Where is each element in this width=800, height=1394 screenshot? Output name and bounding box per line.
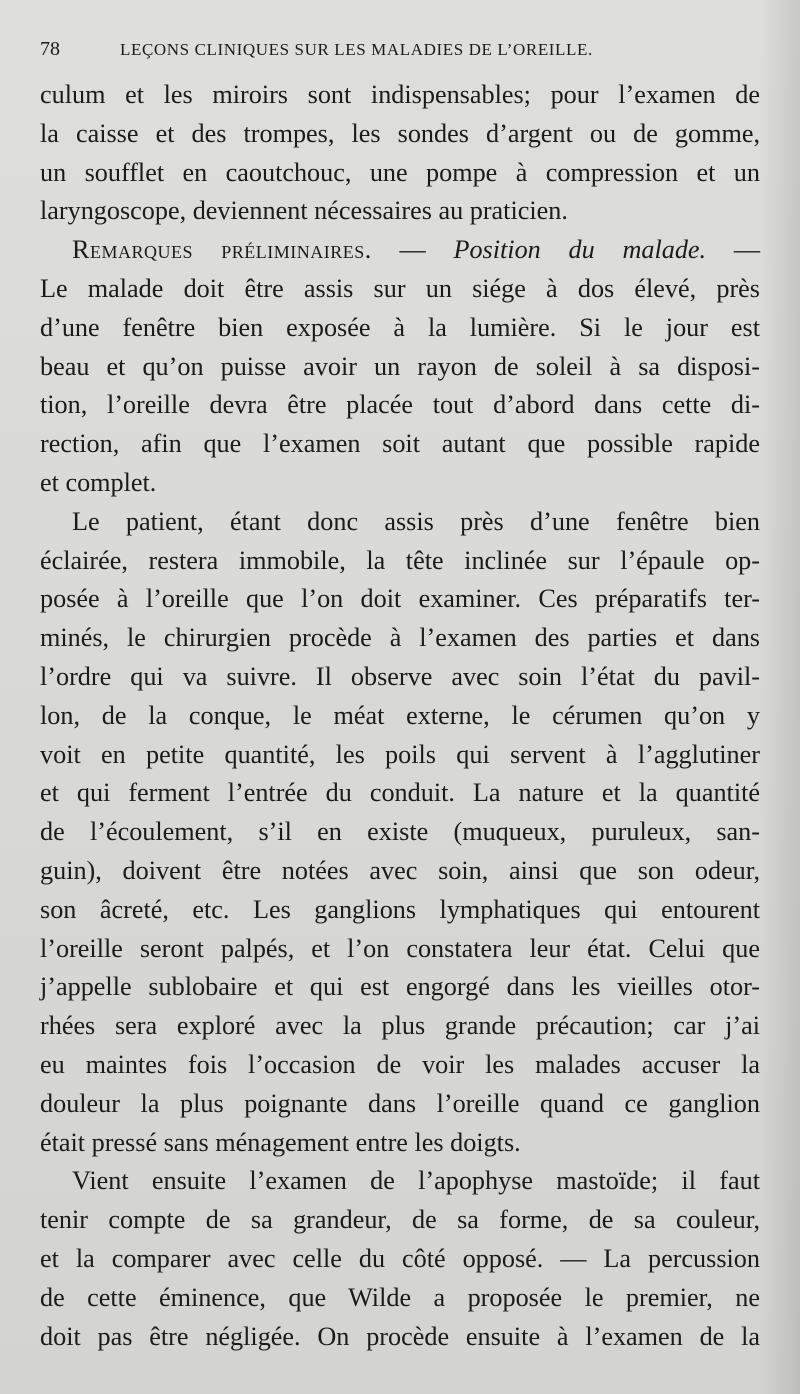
text-line: rection, afin que l’examen soit autant que possible rapide <box>40 429 760 459</box>
text-line: un soufflet en caoutchouc, une pompe à compression et un <box>40 157 760 187</box>
page-header <box>40 38 760 66</box>
text-line: eu maintes fois l’occasion de voir les malades accuser la <box>40 1049 760 1079</box>
text-line: de cette éminence, que Wilde a proposée le premier, ne <box>40 1282 760 1312</box>
text-line: Le patient, étant donc assis près d’une fenêtre bien <box>72 506 760 536</box>
text-line: et la comparer avec celle du côté opposé. — La percussion <box>40 1243 760 1273</box>
text-line: j’appelle sublobaire et qui est engorgé dans les vieilles otor- <box>40 972 760 1002</box>
text-line: l’oreille seront palpés, et l’on constatera leur état. Celui que <box>40 933 760 963</box>
text-line: rhées sera exploré avec la plus grande précaution; car j’ai <box>40 1011 760 1041</box>
page-body <box>40 76 760 1356</box>
section-subheading: Position du malade. <box>453 235 707 265</box>
text-line: Vient ensuite l’examen de l’apophyse mastoïde; il faut <box>72 1166 760 1196</box>
text-line: doit pas être négligée. On procède ensuite à l’examen de la <box>40 1321 760 1351</box>
text-line: la caisse et des trompes, les sondes d’argent ou de gomme, <box>40 118 760 148</box>
text-line: Le malade doit être assis sur un siége à dos élevé, près <box>40 273 760 303</box>
page-edge-shadow <box>760 0 800 1394</box>
text-line: guin), doivent être notées avec soin, ainsi que son odeur, <box>40 855 760 885</box>
text-line: beau et qu’on puisse avoir un rayon de soleil à sa disposi- <box>40 351 760 381</box>
text-line: minés, le chirurgien procède à l’examen des parties et dans <box>40 623 760 653</box>
text-line: laryngoscope, deviennent nécessaires au praticien. <box>40 196 568 226</box>
text-line: douleur la plus poignante dans l’oreille quand ce ganglion <box>40 1088 760 1118</box>
text-line: et complet. <box>40 467 157 497</box>
text-line: tion, l’oreille devra être placée tout d’abord dans cette di- <box>40 390 760 420</box>
text-line: lon, de la conque, le méat externe, le cérumen qu’on y <box>40 700 760 730</box>
section-heading: Remarques préliminaires. <box>72 235 372 265</box>
text-line: éclairée, restera immobile, la tête inclinée sur l’épaule op- <box>40 545 760 575</box>
text-line: voit en petite quantité, les poils qui servent à l’agglutiner <box>40 739 760 769</box>
text-line: et qui ferment l’entrée du conduit. La nature et la quantité <box>40 778 760 808</box>
heading-dash: — <box>371 235 454 265</box>
page-number: 78 <box>40 38 60 60</box>
text-line: de l’écoulement, s’il en existe (muqueux, puruleux, san- <box>40 817 760 847</box>
text-line: posée à l’oreille que l’on doit examiner. Ces préparatifs ter- <box>40 584 760 614</box>
text-line: d’une fenêtre bien exposée à la lumière. Si le jour est <box>40 312 760 342</box>
heading-dash: — <box>706 235 761 265</box>
text-line: l’ordre qui va suivre. Il observe avec soin l’état du pavil- <box>40 661 760 691</box>
text-line: tenir compte de sa grandeur, de sa forme, de sa couleur, <box>40 1205 760 1235</box>
text-line: culum et les miroirs sont indispensables; pour l’examen de <box>40 80 760 109</box>
text-line: son âcreté, etc. Les ganglions lymphatiques qui entourent <box>40 894 760 924</box>
section-heading-line <box>40 231 760 270</box>
text-line: était pressé sans ménagement entre les doigts. <box>40 1127 521 1157</box>
running-title: LEÇONS CLINIQUES SUR LES MALADIES DE L’OREILLE. <box>120 40 593 59</box>
